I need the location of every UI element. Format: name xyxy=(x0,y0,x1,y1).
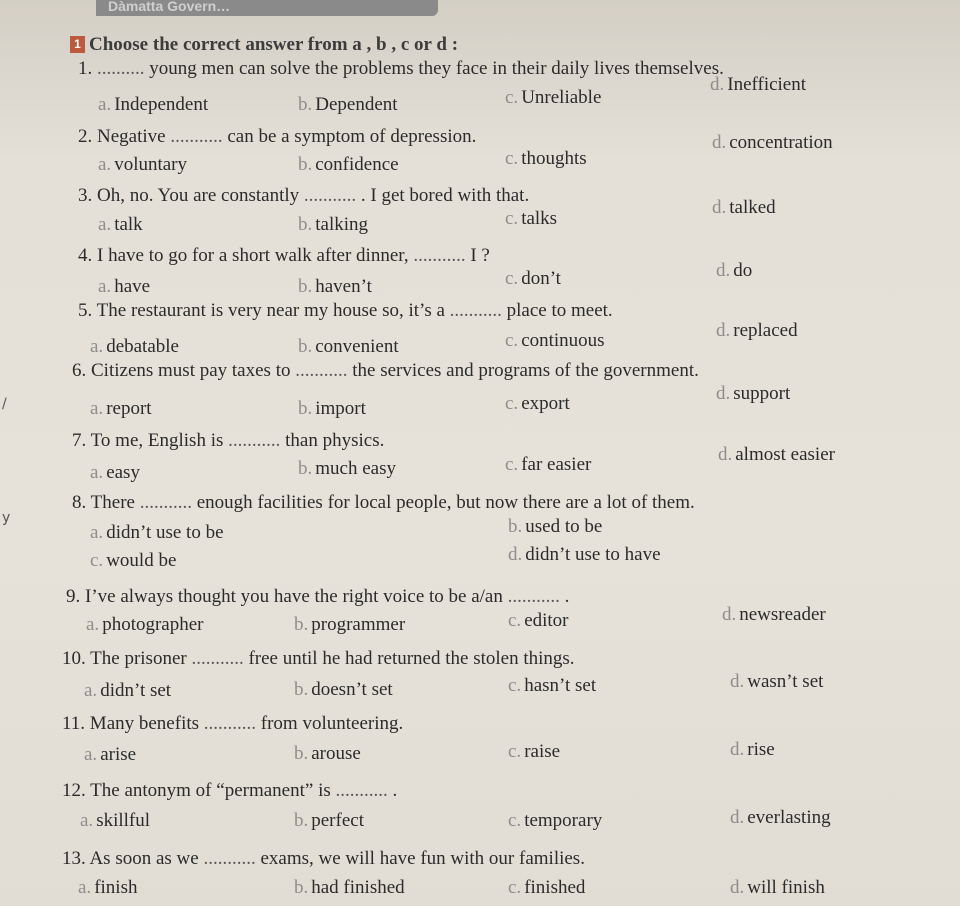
option-text: voluntary xyxy=(114,154,188,175)
option-a[interactable] xyxy=(84,680,171,702)
option-b[interactable] xyxy=(298,154,399,176)
option-text: will finish xyxy=(747,877,825,898)
question-13 xyxy=(62,848,585,870)
option-text: hasn’t set xyxy=(524,675,597,696)
option-a[interactable] xyxy=(98,154,187,176)
question-text: free until he had returned the stolen things. xyxy=(243,648,575,669)
option-letter: a. xyxy=(84,744,98,765)
option-text: talk xyxy=(114,214,143,235)
question-text: 10. The prisoner xyxy=(62,648,192,669)
option-b[interactable] xyxy=(294,614,405,636)
option-text: Independent xyxy=(114,94,209,115)
question-text: . xyxy=(387,780,398,801)
option-text: easy xyxy=(106,462,140,483)
option-text: rise xyxy=(747,739,775,760)
option-letter: a. xyxy=(90,522,104,543)
option-text: haven’t xyxy=(315,276,372,297)
question-text: than physics. xyxy=(280,430,385,451)
option-text: photographer xyxy=(102,614,204,635)
question-text: . xyxy=(559,586,570,607)
option-letter: c. xyxy=(505,87,519,108)
option-text: would be xyxy=(106,550,177,571)
question-text: . I get bored with that. xyxy=(356,185,530,206)
answer-blank: ........... xyxy=(507,586,560,607)
question-text: young men can solve the problems they face in their daily lives themselves. xyxy=(144,58,724,79)
option-text: much easy xyxy=(315,458,396,479)
option-text: Dependent xyxy=(315,94,398,115)
question-6 xyxy=(72,360,699,382)
question-text: place to meet. xyxy=(501,300,613,321)
option-text: Unreliable xyxy=(521,87,602,108)
option-text: Inefficient xyxy=(727,74,807,95)
option-d[interactable] xyxy=(722,604,826,626)
answer-blank: ........... xyxy=(228,430,281,451)
option-text: continuous xyxy=(521,330,605,351)
option-a[interactable] xyxy=(86,614,204,636)
option-b[interactable] xyxy=(294,877,405,899)
question-text: enough facilities for local people, but now there are a lot of them. xyxy=(191,492,695,513)
option-letter: d. xyxy=(712,132,727,153)
option-b[interactable] xyxy=(298,398,366,420)
option-text: raise xyxy=(524,741,561,762)
option-letter: b. xyxy=(298,94,313,115)
option-letter: d. xyxy=(712,197,727,218)
option-text: export xyxy=(521,393,570,414)
question-12 xyxy=(62,780,397,802)
question-text: 6. Citizens must pay taxes to xyxy=(72,360,296,381)
option-text: wasn’t set xyxy=(747,671,824,692)
question-text: 1. xyxy=(78,58,97,79)
option-a[interactable] xyxy=(84,744,136,766)
option-b[interactable] xyxy=(294,679,393,701)
option-letter: b. xyxy=(294,810,309,831)
option-letter: d. xyxy=(722,604,737,625)
option-letter: d. xyxy=(730,877,745,898)
question-text: 7. To me, English is xyxy=(72,430,229,451)
option-text: programmer xyxy=(311,614,406,635)
option-a[interactable] xyxy=(98,276,150,298)
option-d[interactable] xyxy=(712,132,833,154)
option-c[interactable] xyxy=(90,550,176,572)
option-b[interactable] xyxy=(298,214,368,236)
option-letter: c. xyxy=(505,454,519,475)
answer-blank: ........... xyxy=(335,780,388,801)
option-text: everlasting xyxy=(747,807,831,828)
option-letter: b. xyxy=(298,214,313,235)
option-letter: b. xyxy=(294,743,309,764)
option-letter: b. xyxy=(298,276,313,297)
question-1 xyxy=(78,58,724,80)
option-a[interactable] xyxy=(90,398,152,420)
option-letter: d. xyxy=(730,671,745,692)
option-letter: a. xyxy=(86,614,100,635)
option-b[interactable] xyxy=(298,336,399,358)
header-banner-text: Dàmatta Govern… xyxy=(108,0,231,14)
option-letter: a. xyxy=(84,680,98,701)
option-c[interactable] xyxy=(508,810,602,832)
answer-blank: ........... xyxy=(191,648,244,669)
question-text: 12. The antonym of “permanent” is xyxy=(62,780,336,801)
option-d[interactable] xyxy=(716,383,790,405)
option-text: didn’t set xyxy=(100,680,172,701)
option-text: used to be xyxy=(525,516,603,537)
option-d[interactable] xyxy=(730,671,823,693)
option-b[interactable] xyxy=(294,743,361,765)
option-text: far easier xyxy=(521,454,592,475)
option-c[interactable] xyxy=(508,610,569,632)
option-text: newsreader xyxy=(739,604,826,625)
question-text: the services and programs of the government. xyxy=(347,360,699,381)
option-d[interactable] xyxy=(730,807,831,829)
option-letter: b. xyxy=(298,154,313,175)
option-letter: b. xyxy=(294,679,309,700)
option-letter: a. xyxy=(98,276,112,297)
option-letter: d. xyxy=(730,807,745,828)
answer-blank: ........... xyxy=(413,245,466,266)
exercise-number-badge: 1 xyxy=(70,36,85,53)
option-b[interactable] xyxy=(298,458,396,480)
option-text: skillful xyxy=(96,810,151,831)
option-letter: b. xyxy=(298,398,313,419)
option-letter: d. xyxy=(718,444,733,465)
option-text: arise xyxy=(100,744,137,765)
option-text: almost easier xyxy=(735,444,835,465)
option-d[interactable] xyxy=(730,739,775,761)
option-text: had finished xyxy=(311,877,405,898)
option-b[interactable] xyxy=(298,276,372,298)
option-letter: c. xyxy=(508,675,522,696)
question-8 xyxy=(72,492,695,514)
option-text: talked xyxy=(729,197,776,218)
option-letter: c. xyxy=(508,810,522,831)
question-text: can be a symptom of depression. xyxy=(222,126,477,147)
option-b[interactable] xyxy=(508,516,602,538)
option-c[interactable] xyxy=(508,741,560,763)
option-text: perfect xyxy=(311,810,364,831)
answer-blank: ........... xyxy=(303,185,357,206)
option-letter: c. xyxy=(505,330,519,351)
question-text: exams, we will have fun with our families. xyxy=(255,848,585,869)
option-letter: d. xyxy=(716,260,731,281)
option-text: concentration xyxy=(729,132,833,153)
option-a[interactable] xyxy=(90,462,140,484)
option-letter: a. xyxy=(98,214,112,235)
option-text: temporary xyxy=(524,810,603,831)
option-text: debatable xyxy=(106,336,179,357)
option-text: confidence xyxy=(315,154,399,175)
option-text: didn’t use to be xyxy=(106,522,224,543)
question-text: 2. Negative xyxy=(78,126,171,147)
option-c[interactable] xyxy=(505,330,605,352)
question-text: 9. I’ve always thought you have the right voice to be a/an xyxy=(66,586,508,607)
question-text: from volunteering. xyxy=(256,713,404,734)
option-d[interactable] xyxy=(716,260,752,282)
option-c[interactable] xyxy=(508,675,596,697)
option-b[interactable] xyxy=(294,810,364,832)
option-text: didn’t use to have xyxy=(525,544,661,565)
option-text: import xyxy=(315,398,366,419)
option-letter: c. xyxy=(505,268,519,289)
option-letter: a. xyxy=(78,877,92,898)
answer-blank: ........... xyxy=(203,713,257,734)
option-letter: a. xyxy=(90,336,104,357)
option-letter: c. xyxy=(508,610,522,631)
option-text: finished xyxy=(524,877,586,898)
option-text: convenient xyxy=(315,336,399,357)
option-letter: a. xyxy=(98,94,112,115)
option-a[interactable] xyxy=(98,214,143,236)
option-a[interactable] xyxy=(90,522,224,544)
option-c[interactable] xyxy=(505,454,591,476)
question-text: 11. Many benefits xyxy=(62,713,204,734)
option-text: don’t xyxy=(521,268,561,289)
option-letter: d. xyxy=(716,320,731,341)
question-5 xyxy=(78,300,613,322)
option-c[interactable] xyxy=(505,87,601,109)
question-text: 13. As soon as we xyxy=(62,848,204,869)
option-c[interactable] xyxy=(505,268,561,290)
option-a[interactable] xyxy=(90,336,179,358)
option-text: talks xyxy=(521,208,558,229)
option-d[interactable] xyxy=(508,544,661,566)
option-letter: d. xyxy=(716,383,731,404)
question-3 xyxy=(78,185,529,207)
option-text: editor xyxy=(524,610,569,631)
question-7 xyxy=(72,430,384,452)
option-letter: d. xyxy=(508,544,523,565)
answer-blank: ........... xyxy=(170,126,223,147)
option-d[interactable] xyxy=(710,74,806,96)
option-letter: d. xyxy=(730,739,745,760)
question-text: I ? xyxy=(465,245,490,266)
question-9 xyxy=(66,586,569,608)
option-letter: c. xyxy=(90,550,104,571)
option-a[interactable] xyxy=(80,810,150,832)
option-letter: c. xyxy=(505,393,519,414)
option-letter: a. xyxy=(80,810,94,831)
question-text: 4. I have to go for a short walk after dinner, xyxy=(78,245,414,266)
option-letter: c. xyxy=(508,741,522,762)
answer-blank: ........... xyxy=(139,492,192,513)
header-banner xyxy=(96,0,438,16)
option-text: do xyxy=(733,260,753,281)
exercise-instruction: Choose the correct answer from a , b , c or d : xyxy=(89,34,459,55)
option-letter: d. xyxy=(710,74,725,95)
exercise-heading xyxy=(70,34,458,56)
option-c[interactable] xyxy=(505,393,570,415)
option-letter: a. xyxy=(90,462,104,483)
option-b[interactable] xyxy=(298,94,398,116)
option-d[interactable] xyxy=(716,320,798,342)
option-letter: b. xyxy=(294,614,309,635)
option-c[interactable] xyxy=(505,148,587,170)
option-text: talking xyxy=(315,214,369,235)
option-c[interactable] xyxy=(508,877,585,899)
option-letter: b. xyxy=(508,516,523,537)
option-a[interactable] xyxy=(98,94,208,116)
option-d[interactable] xyxy=(718,444,835,466)
option-letter: c. xyxy=(505,208,519,229)
option-letter: b. xyxy=(298,336,313,357)
question-2 xyxy=(78,126,476,148)
answer-blank: ........... xyxy=(449,300,502,321)
option-letter: b. xyxy=(294,877,309,898)
option-text: arouse xyxy=(311,743,361,764)
answer-blank: .......... xyxy=(97,58,145,79)
option-text: replaced xyxy=(733,320,798,341)
option-text: doesn’t set xyxy=(311,679,393,700)
option-text: thoughts xyxy=(521,148,587,169)
option-letter: b. xyxy=(298,458,313,479)
margin-scribble: / xyxy=(2,396,7,412)
margin-scribble: y xyxy=(2,510,11,526)
option-letter: a. xyxy=(90,398,104,419)
option-letter: a. xyxy=(98,154,112,175)
option-text: report xyxy=(106,398,152,419)
option-d[interactable] xyxy=(712,197,776,219)
question-text: 3. Oh, no. You are constantly xyxy=(78,185,304,206)
question-text: 8. There xyxy=(72,492,140,513)
option-letter: c. xyxy=(508,877,522,898)
option-a[interactable] xyxy=(78,877,137,899)
option-text: support xyxy=(733,383,791,404)
answer-blank: ........... xyxy=(295,360,348,381)
question-10 xyxy=(62,648,575,670)
question-11 xyxy=(62,713,403,735)
option-d[interactable] xyxy=(730,877,825,899)
option-text: finish xyxy=(94,877,138,898)
option-c[interactable] xyxy=(505,208,557,230)
question-4 xyxy=(78,245,490,267)
option-letter: c. xyxy=(505,148,519,169)
answer-blank: ........... xyxy=(203,848,256,869)
option-text: have xyxy=(114,276,151,297)
question-text: 5. The restaurant is very near my house so, it’s a xyxy=(78,300,450,321)
